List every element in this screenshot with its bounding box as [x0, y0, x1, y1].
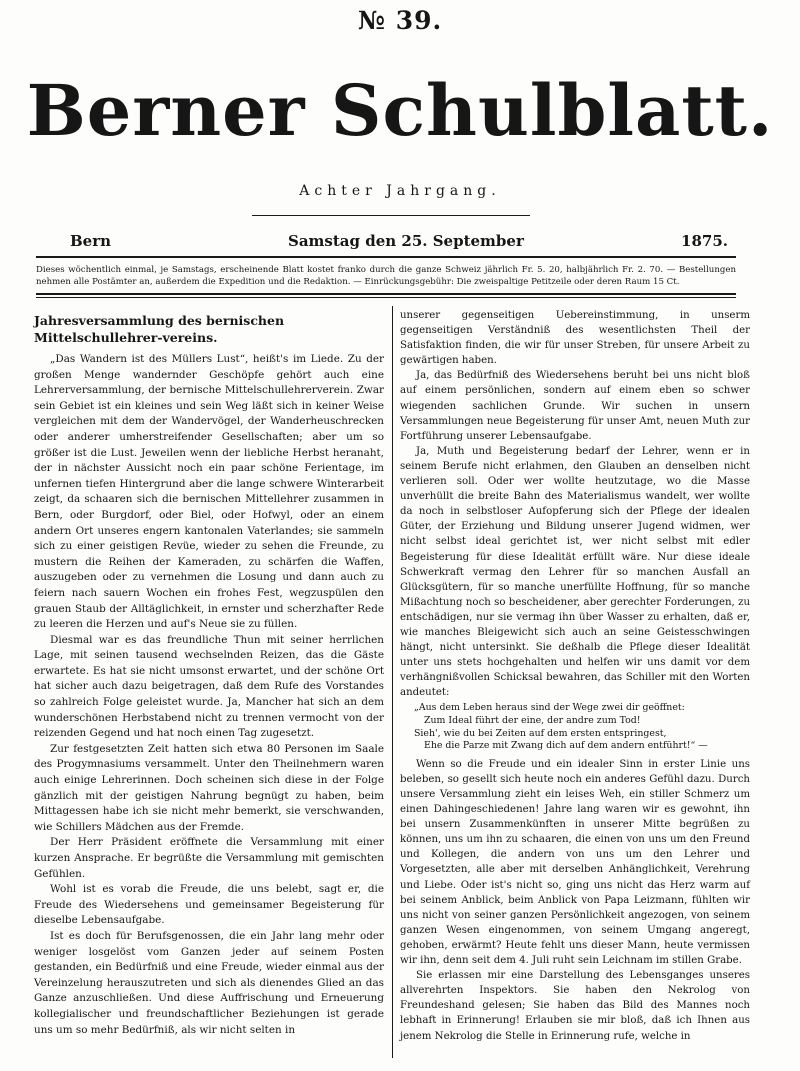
- quote-line: Zum Ideal führt der eine, der andre zum Tod!: [424, 715, 641, 727]
- header-rule-top: [36, 256, 736, 258]
- quote-line: „Aus dem Leben heraus sind der Wege zwei dir geöffnet:: [414, 702, 685, 714]
- paragraph: Der Herr Präsident eröffnete die Versammlung mit einer kurzen Ansprache. Er begrüßte die Versammlung mit gemischten Gefühlen.: [34, 836, 384, 880]
- dateline-place: Bern: [70, 232, 112, 250]
- dateline-year: 1875.: [681, 232, 728, 250]
- paragraph: Diesmal war es das freundliche Thun mit seiner herrlichen Lage, mit seinen tausend wechselnden Reizen, das die Gäste erwartete. Es hat sie nicht umsonst erwartet, und der schöne Ort hat sicher auch dazu beigetragen, daß dem Rufe des Vorstandes so zahlreich Folge geleistet wurde. Ja, Mancher hat sich an dem wunderschönen Herbstabend nicht zu trennen vermocht von der reizenden Gegend und hat noch einen Tag zugesetzt.: [34, 633, 384, 740]
- paragraph: Sie erlassen mir eine Darstellung des Lebensganges unseres allverehrten Inspektors. Sie haben den Nekrolog von Freundeshand gelesen; Sie haben das Bild des Mannes noch lebhaft in Erinnerung! Erlauben sie mir bloß, daß ich Ihnen aus jenem Nekrolog die Stelle in Erinnerung rufe, welche in: [400, 970, 750, 1042]
- quote-line: Sieh', wie du bei Zeiten auf dem ersten entspringest,: [414, 727, 667, 739]
- paragraph: „Das Wandern ist des Müllers Lust“, heißt's im Liede. Zu der großen Menge wandernder Geschöpfe gehört auch eine Lehrerversammlung, der bernische Mittelschullehrerverein. Zwar sein Gebiet ist ein kleines und sein Weg läßt sich in keiner Weise vergleichen mit dem der Wandervögel, der Wanderheuschrecken oder anderer umherstreifender Gesellschaften; aber um so größer ist die Lust. Jeweilen wenn der liebliche Herbst heranaht, der in nächster Aussicht noch ein paar schöne Ferientage, im unfernen tiefen Hintergrund aber die lange schwere Winterarbeit zeigt, da schaaren sich die bernischen Mittellehrer zusammen in Bern, oder Burgdorf, oder Biel, oder Hofwyl, oder an einem andern Ort unseres engern kantonalen Vaterlandes; sie sammeln sich zu einer geistigen Revüe, wieder zu sehen die Freunde, zu mustern die Reihen der Kameraden, zu schärfen die Waffen, auszugeben oder zu vernehmen die Losung und dann auch zu feiern nach sauern Wochen ein frohes Fest, wegzuspülen den grauen Staub der Alltäglichkeit, in ernster und scherzhafter Rede zu leeren die Herzen und auf's Neue sie zu füllen.: [34, 353, 384, 631]
- paragraph: Ja, das Bedürfniß des Wiedersehens beruht bei uns nicht bloß auf einem persönlichen, sondern auf einem eben so schwer wiegenden sachlichen Grunde. Wir suchen in unsern Versammlungen neue Begeisterung für unser Amt, neuen Muth zur Fortführung unserer Lebensaufgabe.: [400, 370, 750, 442]
- paragraph: Ja, Muth und Begeisterung bedarf der Lehrer, wenn er in seinem Berufe nicht erlahmen, den Glauben an denselben nicht verlieren soll. Oder wer wollte heutzutage, wo die Masse unverhüllt die breite Bahn des Materialismus wandelt, wer wollte da noch in selbstloser Aufopferung sich der Pflege der idealen Güter, der Erziehung und Bildung unserer Jugend widmen, wer nicht selbst ideal gerichtet ist, wer nicht selbst mit edler Begeisterung für diese Idealität erfüllt wäre. Nur diese ideale Schwerkraft vermag den Lehrer für so manchen Ausfall an Glücksgütern, für so manche unerfüllte Hoffnung, für so manche Mißachtung noch so bescheidener, aber gerechter Forderungen, zu entschädigen, nur sie vermag ihn über Wasser zu erhalten, daß er, wie manches Bleigewicht sich auch an seine Geistesschwingen hängt, nicht untersinkt. Sie deßhalb die Pflege dieser Idealität unter uns stets hochgehalten und helfen wir uns damit vor dem verhängnißvollen Schicksal bewahren, das Schiller mit den Worten andeutet:: [400, 445, 750, 699]
- dateline-date: Samstag den 25. September: [288, 232, 524, 250]
- paragraph: unserer gegenseitigen Uebereinstimmung, in unserm gegenseitigen Verständniß des wesentlichsten Theil der Satisfaktion finden, die wir für unser Streben, für unsere Arbeit zu gewärtigen haben.: [400, 310, 750, 367]
- article-column-left: [34, 308, 384, 1038]
- volume-line: Achter Jahrgang.: [299, 183, 501, 199]
- paragraph: Zur festgesetzten Zeit hatten sich etwa 80 Personen im Saale des Progymnasiums versammelt. Unter den Theilnehmern waren auch einige Lehrerinnen. Doch scheinen sich diese in der Folge gänzlich mit der geistigen Nahrung begnügt zu haben, beim Mittagessen habe ich sie nicht mehr bemerkt, sie verschwanden, wie Schillers Mädchen aus der Fremde.: [34, 742, 384, 833]
- paragraph: Wohl ist es vorab die Freude, die uns belebt, sagt er, die Freude des Wiedersehens und gemeinsamer Begeisterung für dieselbe Lebensaufgabe.: [34, 883, 384, 927]
- masthead-divider: [252, 215, 530, 216]
- article-title: Jahresversammlung des bernischen Mittelschullehrer-vereins.: [34, 313, 285, 345]
- schiller-quote: [414, 702, 750, 752]
- masthead-title: Berner Schulblatt.: [26, 69, 774, 152]
- header-rule-bottom-thin: [36, 297, 736, 298]
- dateline: [38, 232, 736, 252]
- quote-line: Ehe die Parze mit Zwang dich auf dem andern entführt!“ —: [424, 740, 708, 752]
- issue-number: № 39.: [357, 6, 443, 35]
- column-divider: [392, 306, 393, 1058]
- header-rule-bottom: [36, 293, 736, 295]
- subscription-notice: Dieses wöchentlich einmal, je Samstags, erscheinende Blatt kostet franko durch die ganze Schweiz jährlich Fr. 5. 20, halbjährlich Fr. 2. 70. — Bestellungen nehmen alle Postämter an, außerdem die Expedition und die Redaktion. — Einrückungsgebühr: Die zweispaltige Petitzeile oder deren Raum 15 Ct.: [36, 265, 736, 287]
- paragraph: Ist es doch für Berufsgenossen, die ein Jahr lang mehr oder weniger losgelöst vom Ganzen jeder auf seinem Posten gestanden, ein Bedürfniß und eine Freude, wieder einmal aus der Vereinzelung herauszutreten und sich als dienendes Glied an das Ganze anzuschließen. Und diese Auffrischung und Erneuerung kollegialischer und freundschaftlicher Beziehungen ist gerade uns um so mehr Bedürfniß, als wir nicht selten in: [34, 929, 384, 1036]
- paragraph: Wenn so die Freude und ein idealer Sinn in erster Linie uns beleben, so gesellt sich heute noch ein anderes Gefühl dazu. Durch unsere Versammlung zieht ein leises Weh, ein stiller Schmerz um einen Dahingeschiedenen! Jahre lang waren wir es gewohnt, ihn bei unsern Zusammenkünften in unserer Mitte begrüßen zu können, uns um ihn zu schaaren, die einen von uns um den Freund und Kollegen, die andern von uns um den Lehrer und Vorgesetzten, alle aber mit derselben Anhänglichkeit, Verehrung und Liebe. Oder ist's nicht so, ging uns nicht das Herz warm auf bei seinem Anblick, beim Anblick von Papa Leizmann, fühlten wir uns nicht von seiner ganzen Persönlichkeit angezogen, von seinem ganzen Wesen eingenommen, von seinem Umgang angeregt, gehoben, erwärmt? Heute fehlt uns dieser Mann, heute vermissen wir ihn, denn seit dem 4. Juli ruht sein Leichnam im stillen Grabe.: [400, 758, 750, 967]
- article-column-right: [400, 308, 750, 1044]
